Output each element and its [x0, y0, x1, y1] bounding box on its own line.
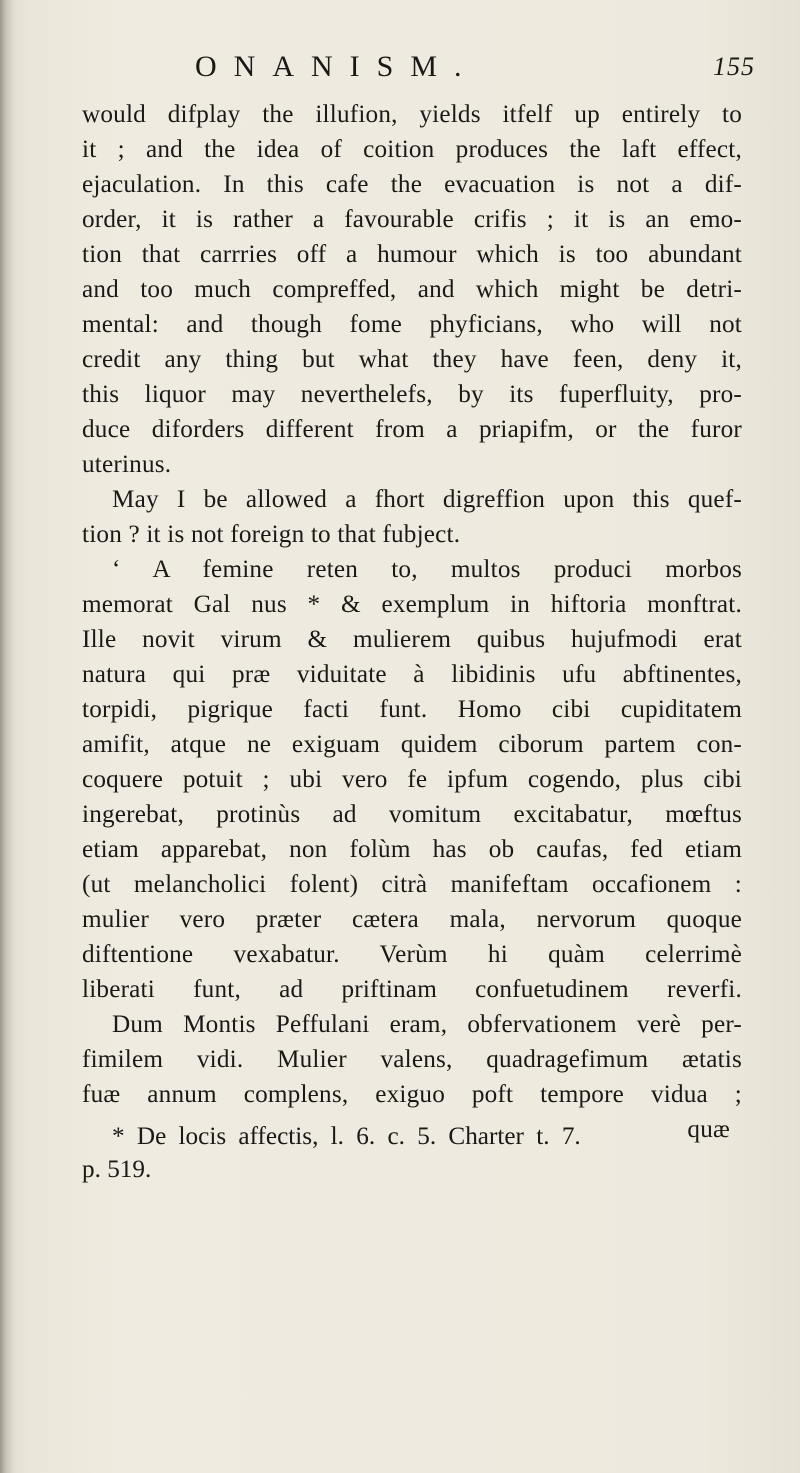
footnote-line: p. 519.	[82, 1156, 152, 1183]
text-line: fimilem vidi. Mulier valens, quadragefimum ætatis	[82, 1046, 742, 1073]
body-text	[82, 97, 742, 1147]
text-line: Dum Montis Peffulani eram, obfervationem verè per-	[112, 1011, 742, 1038]
text-line: would difplay the illufion, yields itfelf up entirely to	[82, 101, 742, 128]
running-head: ONANISM.	[195, 50, 479, 83]
text-line: torpidi, pigrique facti funt. Homo cibi cupiditatem	[82, 696, 742, 723]
text-line: natura qui præ viduitate à libidinis ufu abftinentes,	[82, 661, 742, 688]
text-line: and too much compreffed, and which might be detri-	[82, 276, 742, 303]
text-line: this liquor may neverthelefs, by its fuperfluity, pro-	[82, 381, 742, 408]
text-line: etiam apparebat, non folùm has ob caufas, fed etiam	[82, 836, 742, 863]
catchword: quæ	[687, 1116, 730, 1143]
text-line: ejaculation. In this cafe the evacuation is not a dif-	[82, 171, 742, 198]
text-line: Ille novit virum & mulierem quibus hujufmodi erat	[82, 626, 742, 653]
text-line: coquere potuit ; ubi vero fe ipfum cogendo, plus cibi	[82, 766, 742, 793]
text-line: ‘ A femine reten to, multos produci morbos	[112, 556, 742, 583]
text-line: fuæ annum complens, exiguo poft tempore vidua ;	[82, 1081, 742, 1108]
text-line: memorat Gal nus * & exemplum in hiftoria monftrat.	[82, 591, 742, 618]
text-line: ingerebat, protinùs ad vomitum excitabatur, mœftus	[82, 801, 742, 828]
page-header	[195, 50, 755, 90]
text-line: May I be allowed a fhort digreffion upon this quef-	[112, 486, 742, 513]
page-number: 155	[713, 52, 755, 81]
text-line: uterinus.	[82, 451, 172, 478]
footnote	[82, 1120, 742, 1186]
text-line: mental: and though fome phyficians, who will not	[82, 311, 742, 338]
text-line: it ; and the idea of coition produces the laft effect,	[82, 136, 742, 163]
text-line: liberati funt, ad priftinam confuetudinem reverfi.	[82, 976, 742, 1003]
text-line: mulier vero præter cætera mala, nervorum quoque	[82, 906, 742, 933]
text-line: tion that carrries off a humour which is too abundant	[82, 241, 742, 268]
spine-shadow	[0, 0, 14, 1473]
text-line: duce diforders different from a priapifm, or the furor	[82, 416, 742, 443]
text-line: credit any thing but what they have feen, deny it,	[82, 346, 742, 373]
text-line: amifit, atque ne exiguam quidem ciborum partem con-	[82, 731, 742, 758]
footnote-line: * De locis affectis, l. 6. c. 5. Charter t. 7.	[112, 1123, 581, 1150]
text-line: tion ? it is not foreign to that fubject.	[82, 521, 461, 548]
text-line: (ut melancholici folent) citrà manifeftam occafionem :	[82, 871, 742, 898]
text-line: diftentione vexabatur. Verùm hi quàm celerrimè	[82, 941, 742, 968]
text-line: order, it is rather a favourable crifis ; it is an emo-	[82, 206, 742, 233]
